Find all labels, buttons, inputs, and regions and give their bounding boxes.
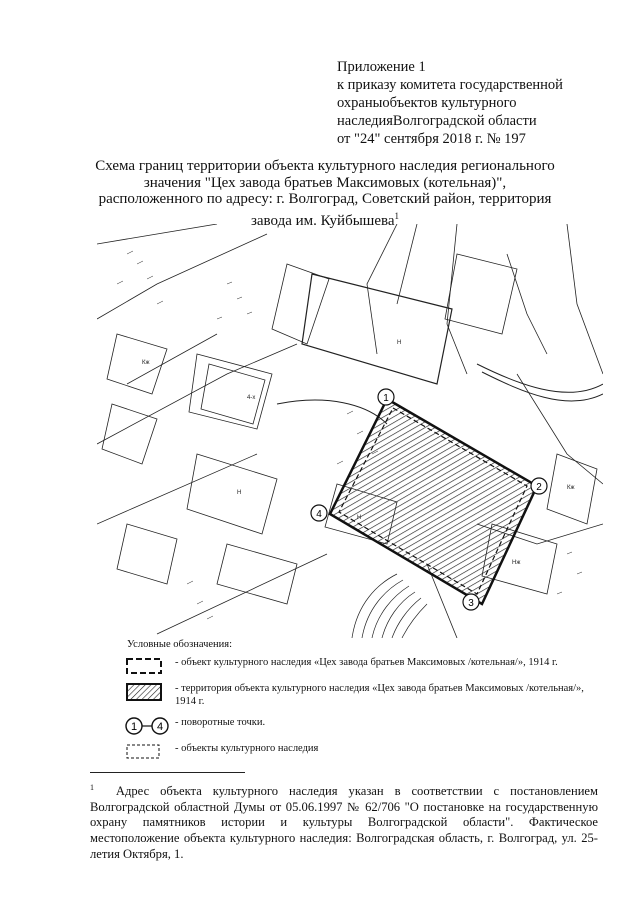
footnote-divider: [90, 772, 245, 773]
map-label: Н: [397, 340, 402, 346]
point-label-1: 1: [383, 393, 389, 404]
boundary-map: [97, 224, 603, 638]
dashed-rect-small-icon: [125, 742, 169, 762]
legend-item-turning-points: [125, 716, 595, 736]
legend-text: - объекты культурного наследия: [175, 743, 319, 754]
legend-text: - объект культурного наследия «Цех завода братьев Максимовых /котельная/», 1914 г.: [175, 657, 558, 668]
footnote: [90, 780, 598, 862]
legend-text: - поворотные точки.: [175, 717, 266, 728]
map-label: Кж: [567, 485, 575, 491]
appendix-line-3: охраныобъектов культурного: [337, 95, 517, 111]
point-label-3: 3: [468, 598, 474, 609]
legend-title: Условные обозначения:: [127, 639, 233, 650]
hatched-rect-icon: [125, 682, 169, 702]
legend-item-object: [125, 656, 595, 676]
map-label: Нж: [512, 560, 521, 566]
map-label: Н: [357, 515, 362, 521]
appendix-line-1: Приложение 1: [337, 59, 426, 75]
legend-item-heritage: [125, 742, 595, 762]
footnote-text: Адрес объекта культурного наследия указан в соответствии с постановлением Волгоградской областной Думы от 05.06.1997 № 62/706 "О постановке на государственную охрану памятников истории и культуры Волгоградской области". Фактическое местоположение объекта культурного наследия: Волгоградская область, г. Волгоград, ул. 25-летия Октября, 1.: [90, 784, 598, 861]
map-label: 4-х: [247, 395, 256, 401]
dashed-rect-icon: [125, 656, 169, 676]
map-label: Н: [237, 490, 242, 496]
territory-polygon: [330, 399, 537, 604]
title-text: Схема границ территории объекта культурного наследия регионального значения "Цех завода братьев Максимовых (котельная)", расположенного по адресу: г. Волгоград, Советский район, территория завода им. Куйбышева: [95, 158, 555, 229]
appendix-line-5: от "24" сентября 2018 г. № 197: [337, 131, 526, 147]
appendix-header: [337, 58, 627, 148]
appendix-line-4: наследияВолгоградской области: [337, 113, 537, 129]
document-title: [90, 158, 560, 229]
legend-point-from: 1: [130, 721, 138, 733]
legend-text: - территория объекта культурного наследия «Цех завода братьев Максимовых /котельная/», 1914 г.: [175, 683, 584, 707]
map-label: Кж: [142, 360, 150, 366]
title-footnote-ref: 1: [394, 210, 400, 221]
appendix-line-2: к приказу комитета государственной: [337, 77, 563, 93]
legend-item-territory: [125, 682, 595, 708]
legend-point-to: 4: [156, 721, 164, 733]
footnote-number: 1: [90, 783, 94, 792]
point-label-2: 2: [536, 482, 542, 493]
point-label-4: 4: [316, 509, 322, 520]
turning-points-icon: [125, 716, 169, 736]
